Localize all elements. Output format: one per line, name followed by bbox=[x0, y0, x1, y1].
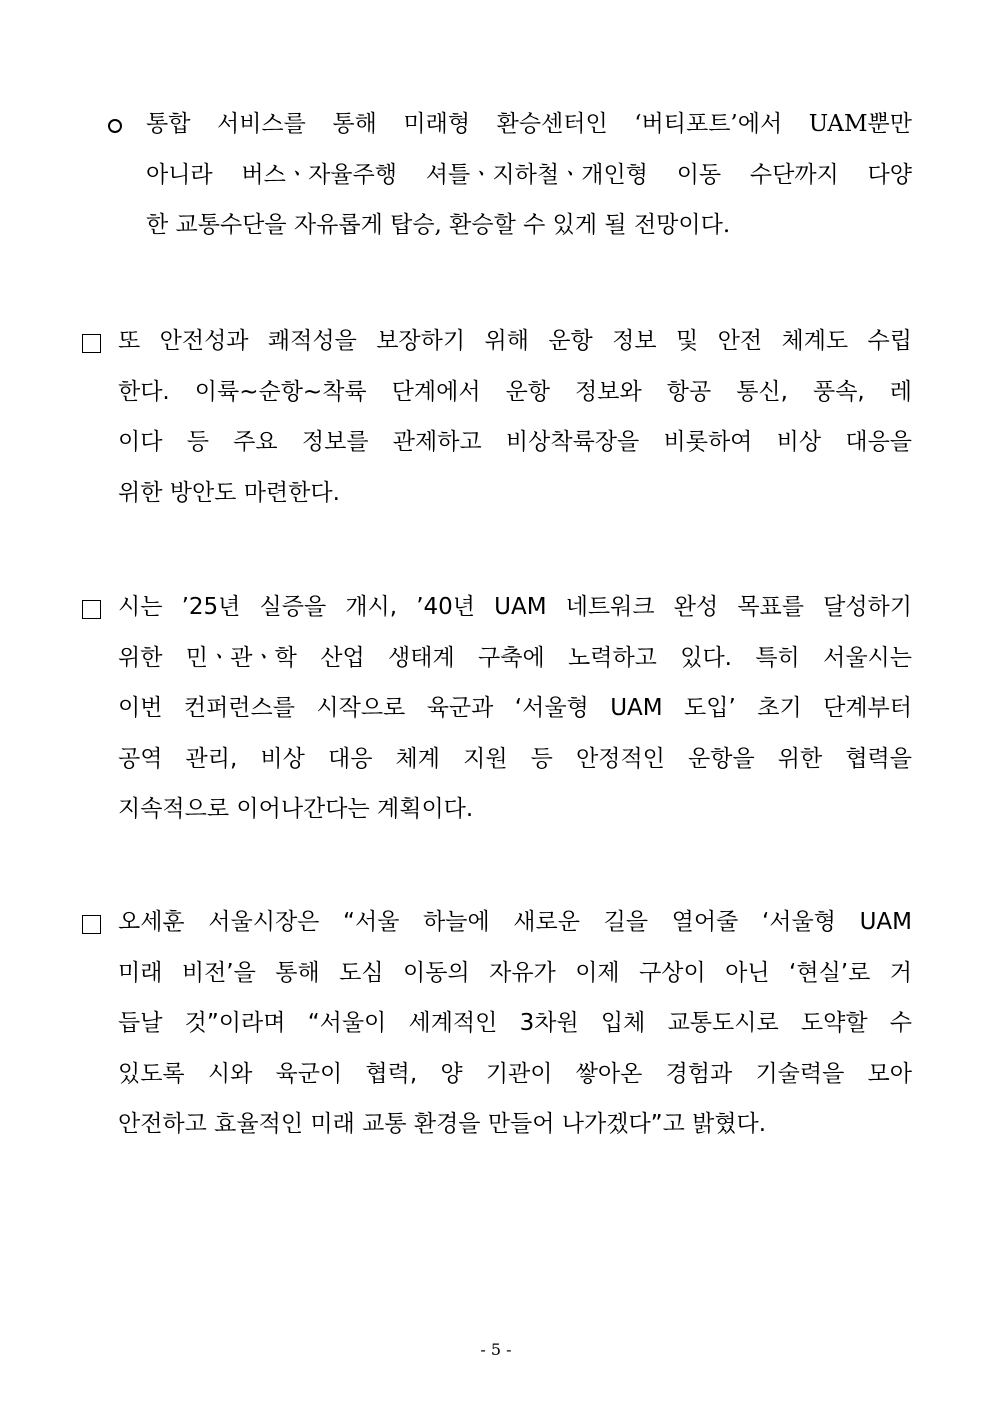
paragraph-line: 이다 등 주요 정보를 관제하고 비상착륙장을 비롯하여 비상 대응을 bbox=[118, 429, 912, 455]
paragraph-line: 통합 서비스를 통해 미래형 환승센터인 ‘버티포트’에서 UAM뿐만 bbox=[146, 111, 912, 137]
paragraph-line: 듭날 것”이라며 “서울이 세계적인 3차원 입체 교통도시로 도약할 수 bbox=[118, 1010, 912, 1036]
paragraph-line: 있도록 시와 육군이 협력, 양 기관이 쌓아온 경험과 기술력을 모아 bbox=[118, 1061, 912, 1087]
square-bullet-icon bbox=[82, 600, 101, 619]
paragraph-line: 또 안전성과 쾌적성을 보장하기 위해 운항 정보 및 안전 체계도 수립 bbox=[118, 328, 912, 354]
paragraph-line: 이번 컨퍼런스를 시작으로 육군과 ‘서울형 UAM 도입’ 초기 단계부터 bbox=[118, 695, 912, 721]
paragraph-line: 지속적으로 이어나간다는 계획이다. bbox=[118, 796, 474, 822]
paragraph-line: 한다. 이륙~순항~착륙 단계에서 운항 정보와 항공 통신, 풍속, 레 bbox=[118, 379, 912, 405]
square-bullet-icon bbox=[82, 915, 101, 934]
paragraph-line: 한 교통수단을 자유롭게 탑승, 환승할 수 있게 될 전망이다. bbox=[146, 212, 731, 238]
paragraph-line: 위한 민ㆍ관ㆍ학 산업 생태계 구축에 노력하고 있다. 특히 서울시는 bbox=[118, 645, 912, 671]
paragraph-line: 안전하고 효율적인 미래 교통 환경을 만들어 나가겠다”고 밝혔다. bbox=[118, 1111, 767, 1137]
paragraph-line: 위한 방안도 마련한다. bbox=[118, 480, 340, 506]
paragraph-line: 공역 관리, 비상 대응 체계 지원 등 안정적인 운항을 위한 협력을 bbox=[118, 746, 912, 772]
square-bullet-icon bbox=[82, 334, 101, 353]
paragraph-line: 미래 비전’을 통해 도심 이동의 자유가 이제 구상이 아닌 ‘현실’로 거 bbox=[118, 960, 912, 986]
paragraph-line: 아니라 버스ㆍ자율주행 셔틀ㆍ지하철ㆍ개인형 이동 수단까지 다양 bbox=[146, 162, 912, 188]
page-number: - 5 - bbox=[480, 1340, 512, 1359]
circle-bullet-icon bbox=[108, 119, 122, 133]
paragraph-line: 시는 ’25년 실증을 개시, ’40년 UAM 네트워크 완성 목표를 달성하기 bbox=[118, 594, 912, 620]
paragraph-line: 오세훈 서울시장은 “서울 하늘에 새로운 길을 열어줄 ‘서울형 UAM bbox=[118, 909, 912, 935]
